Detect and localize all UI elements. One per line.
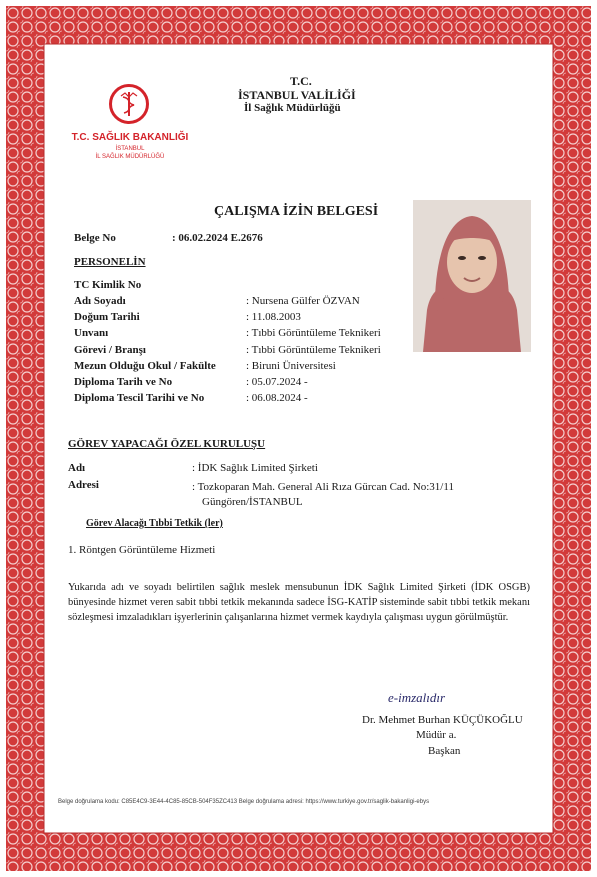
field-value: : 06.08.2024 - <box>246 392 308 404</box>
logo-title: T.C. SAĞLIK BAKANLIĞI <box>71 132 189 143</box>
institution-name-label: Adı <box>68 462 86 474</box>
institution-address-label: Adresi <box>68 479 99 491</box>
field-value: : 11.08.2003 <box>246 311 301 323</box>
field-label: Mezun Olduğu Okul / Fakülte <box>74 360 216 372</box>
declaration-paragraph: Yukarıda adı ve soyadı belirtilen sağlık meslek mensubunun İDK Sağlık Limited Şirketi (İDK OSGB) bünyesinde hizmet veren sabit tıbbi tetkik mekanında sadece İSG-KATİP sisteminde sabit tıbbi tetkik mekanı sözleşmesi imzaladıkları işyerlerinin çalışanlarına hizmet vermek kaydıyla çalışması uygun görülmüştür. <box>68 582 530 623</box>
field-label: Diploma Tarih ve No <box>74 376 173 388</box>
personnel-heading: PERSONELİN <box>74 256 146 268</box>
field-value: : Tıbbi Görüntüleme Teknikeri <box>246 344 381 356</box>
ministry-logo <box>60 84 200 174</box>
institution-address-line1: : Tozkoparan Mah. General Ali Rıza Gürcan Cad. No:31/11 <box>192 481 454 493</box>
task-item: 1. Röntgen Görüntüleme Hizmeti <box>68 544 216 556</box>
field-label: Doğum Tarihi <box>74 311 140 323</box>
header-tc: T.C. <box>290 74 312 88</box>
logo-line2: İL SAĞLIK MÜDÜRLÜĞÜ <box>95 154 165 160</box>
doc-no-label: Belge No <box>74 232 116 244</box>
logo-emblem-icon <box>109 84 149 124</box>
field-label: Diploma Tescil Tarihi ve No <box>74 392 205 404</box>
header-valilik: İSTANBUL VALİLİĞİ <box>238 88 356 102</box>
header-mudurluk: İl Sağlık Müdürlüğü <box>244 102 341 114</box>
personnel-photo <box>413 200 531 352</box>
field-label: Görevi / Branşı <box>74 344 146 356</box>
institution-heading: GÖREV YAPACAĞI ÖZEL KURULUŞU <box>68 438 266 450</box>
tasks-heading: Görev Alacağı Tıbbi Tetkik (ler) <box>86 518 223 529</box>
field-label: Adı Soyadı <box>74 295 126 307</box>
field-label: Unvanı <box>74 327 109 339</box>
field-value: : Nursena Gülfer ÖZVAN <box>246 295 360 307</box>
signatory-title1: Müdür a. <box>416 729 457 741</box>
doc-no-value: : 06.02.2024 E.2676 <box>172 232 263 244</box>
field-value: : Biruni Üniversitesi <box>246 360 336 372</box>
field-value: : 05.07.2024 - <box>246 376 308 388</box>
signatory-name: Dr. Mehmet Burhan KÜÇÜKOĞLU <box>362 714 523 726</box>
verification-footer: Belge doğrulama kodu: C85E4C9-3E44-4C85-85CB-504F35ZC413 Belge doğrulama adresi: https://www.turkiye.gov.tr/saglik-bakanligi-ebys <box>58 799 430 805</box>
logo-line1: İSTANBUL <box>115 146 145 152</box>
e-signature-stamp: e-imzalıdır <box>388 690 446 705</box>
institution-name-value: : İDK Sağlık Limited Şirketi <box>192 462 318 474</box>
document-title: ÇALIŞMA İZİN BELGESİ <box>214 204 379 219</box>
field-label: TC Kimlik No <box>74 279 142 291</box>
institution-address-line2: Güngören/İSTANBUL <box>202 496 303 508</box>
signatory-title2: Başkan <box>428 745 461 757</box>
field-value: : Tıbbi Görüntüleme Teknikeri <box>246 327 381 339</box>
